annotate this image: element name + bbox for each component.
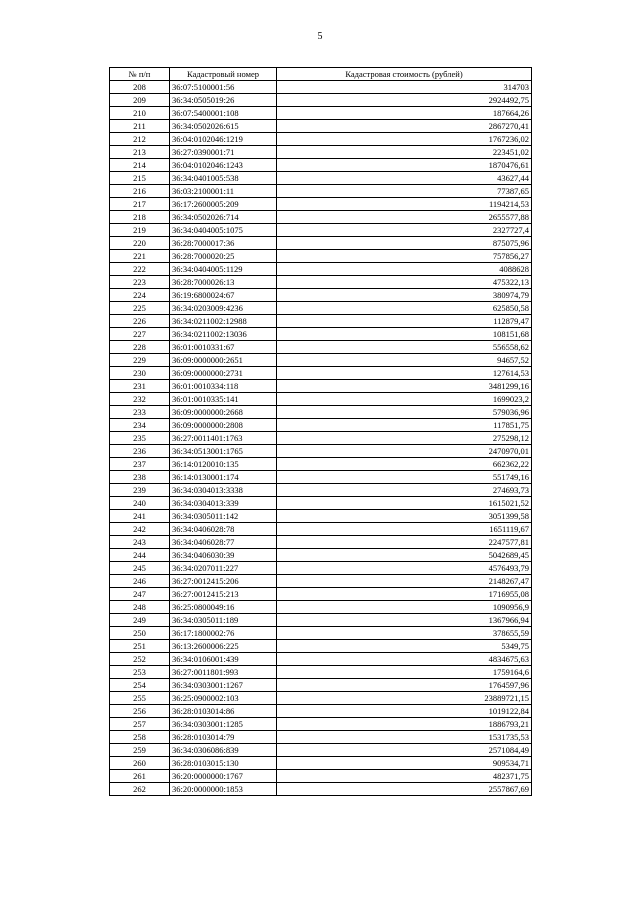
row-number-cell: 257 bbox=[110, 718, 170, 731]
row-number-cell: 231 bbox=[110, 380, 170, 393]
table-row bbox=[110, 393, 532, 406]
row-number-cell: 218 bbox=[110, 211, 170, 224]
table-row bbox=[110, 653, 532, 666]
cadastral-number-cell: 36:34:0207011:227 bbox=[170, 562, 277, 575]
cadastral-number-cell: 36:14:0130001:174 bbox=[170, 471, 277, 484]
header-cadastral-number: Кадастровый номер bbox=[170, 68, 277, 81]
cadastral-number-cell: 36:34:0305011:189 bbox=[170, 614, 277, 627]
table-row bbox=[110, 523, 532, 536]
row-number-cell: 235 bbox=[110, 432, 170, 445]
cadastral-number-cell: 36:34:0303001:1267 bbox=[170, 679, 277, 692]
cadastral-number-cell: 36:34:0404005:1129 bbox=[170, 263, 277, 276]
row-number-cell: 256 bbox=[110, 705, 170, 718]
table-row bbox=[110, 94, 532, 107]
cadastral-number-cell: 36:19:6800024:67 bbox=[170, 289, 277, 302]
row-number-cell: 210 bbox=[110, 107, 170, 120]
cadastral-number-cell: 36:09:0000000:2668 bbox=[170, 406, 277, 419]
cadastral-value-cell: 1367966,94 bbox=[277, 614, 532, 627]
cadastral-number-cell: 36:07:5100001:56 bbox=[170, 81, 277, 94]
cadastral-value-cell: 94657,52 bbox=[277, 354, 532, 367]
table-row bbox=[110, 614, 532, 627]
cadastral-value-cell: 475322,13 bbox=[277, 276, 532, 289]
cadastral-value-cell: 875075,96 bbox=[277, 237, 532, 250]
row-number-cell: 236 bbox=[110, 445, 170, 458]
cadastral-value-cell: 662362,22 bbox=[277, 458, 532, 471]
table-row bbox=[110, 107, 532, 120]
cadastral-number-cell: 36:28:0103014:79 bbox=[170, 731, 277, 744]
cadastral-value-cell: 2557867,69 bbox=[277, 783, 532, 796]
table-row bbox=[110, 289, 532, 302]
cadastral-number-cell: 36:01:0010331:67 bbox=[170, 341, 277, 354]
cadastral-number-cell: 36:28:7000017:36 bbox=[170, 237, 277, 250]
row-number-cell: 223 bbox=[110, 276, 170, 289]
table-row bbox=[110, 601, 532, 614]
row-number-cell: 233 bbox=[110, 406, 170, 419]
cadastral-number-cell: 36:07:5400001:108 bbox=[170, 107, 277, 120]
table-row bbox=[110, 211, 532, 224]
row-number-cell: 253 bbox=[110, 666, 170, 679]
cadastral-value-cell: 551749,16 bbox=[277, 471, 532, 484]
cadastral-value-cell: 2655577,88 bbox=[277, 211, 532, 224]
cadastral-value-cell: 3051399,58 bbox=[277, 510, 532, 523]
cadastral-number-cell: 36:27:0012415:213 bbox=[170, 588, 277, 601]
cadastral-value-cell: 1019122,84 bbox=[277, 705, 532, 718]
cadastral-value-cell: 4576493,79 bbox=[277, 562, 532, 575]
cadastral-number-cell: 36:04:0102046:1243 bbox=[170, 159, 277, 172]
row-number-cell: 250 bbox=[110, 627, 170, 640]
table-row bbox=[110, 159, 532, 172]
cadastral-value-cell: 1767236,02 bbox=[277, 133, 532, 146]
row-number-cell: 239 bbox=[110, 484, 170, 497]
row-number-cell: 208 bbox=[110, 81, 170, 94]
cadastral-value-cell: 4088628 bbox=[277, 263, 532, 276]
cadastral-value-cell: 112879,47 bbox=[277, 315, 532, 328]
cadastral-number-cell: 36:28:0103015:130 bbox=[170, 757, 277, 770]
header-row-number: № п/п bbox=[110, 68, 170, 81]
row-number-cell: 249 bbox=[110, 614, 170, 627]
cadastral-number-cell: 36:34:0406028:77 bbox=[170, 536, 277, 549]
row-number-cell: 227 bbox=[110, 328, 170, 341]
table-row bbox=[110, 705, 532, 718]
cadastral-number-cell: 36:34:0505019:26 bbox=[170, 94, 277, 107]
cadastral-value-cell: 314703 bbox=[277, 81, 532, 94]
cadastral-value-cell: 2867270,41 bbox=[277, 120, 532, 133]
table-row bbox=[110, 679, 532, 692]
cadastral-value-cell: 378655,59 bbox=[277, 627, 532, 640]
cadastral-value-cell: 1531735,53 bbox=[277, 731, 532, 744]
table-row bbox=[110, 731, 532, 744]
cadastral-value-cell: 2327727,4 bbox=[277, 224, 532, 237]
cadastral-value-cell: 1764597,96 bbox=[277, 679, 532, 692]
table-row bbox=[110, 81, 532, 94]
cadastral-value-cell: 187664,26 bbox=[277, 107, 532, 120]
table-row bbox=[110, 445, 532, 458]
cadastral-value-cell: 482371,75 bbox=[277, 770, 532, 783]
cadastral-number-cell: 36:34:0406028:78 bbox=[170, 523, 277, 536]
row-number-cell: 217 bbox=[110, 198, 170, 211]
cadastral-value-cell: 108151,68 bbox=[277, 328, 532, 341]
table-row bbox=[110, 341, 532, 354]
table-row bbox=[110, 133, 532, 146]
cadastral-number-cell: 36:17:1800002:76 bbox=[170, 627, 277, 640]
row-number-cell: 211 bbox=[110, 120, 170, 133]
cadastral-number-cell: 36:34:0211002:12988 bbox=[170, 315, 277, 328]
table-row bbox=[110, 536, 532, 549]
cadastral-number-cell: 36:27:0012415:206 bbox=[170, 575, 277, 588]
row-number-cell: 226 bbox=[110, 315, 170, 328]
row-number-cell: 259 bbox=[110, 744, 170, 757]
table-row bbox=[110, 666, 532, 679]
cadastral-number-cell: 36:28:7000026:13 bbox=[170, 276, 277, 289]
cadastral-value-cell: 77387,65 bbox=[277, 185, 532, 198]
row-number-cell: 212 bbox=[110, 133, 170, 146]
cadastral-number-cell: 36:09:0000000:2731 bbox=[170, 367, 277, 380]
cadastral-number-cell: 36:34:0401005:538 bbox=[170, 172, 277, 185]
cadastral-number-cell: 36:34:0304013:3338 bbox=[170, 484, 277, 497]
table-row bbox=[110, 458, 532, 471]
cadastral-number-cell: 36:01:0010334:118 bbox=[170, 380, 277, 393]
table-row bbox=[110, 250, 532, 263]
cadastral-value-cell: 1870476,61 bbox=[277, 159, 532, 172]
cadastral-number-cell: 36:25:0900002:103 bbox=[170, 692, 277, 705]
cadastral-value-cell: 43627,44 bbox=[277, 172, 532, 185]
row-number-cell: 225 bbox=[110, 302, 170, 315]
table-row bbox=[110, 120, 532, 133]
cadastral-value-cell: 3481299,16 bbox=[277, 380, 532, 393]
cadastral-value-cell: 2148267,47 bbox=[277, 575, 532, 588]
row-number-cell: 241 bbox=[110, 510, 170, 523]
cadastral-value-cell: 1651119,67 bbox=[277, 523, 532, 536]
row-number-cell: 213 bbox=[110, 146, 170, 159]
cadastral-value-cell: 579036,96 bbox=[277, 406, 532, 419]
cadastral-value-cell: 909534,71 bbox=[277, 757, 532, 770]
row-number-cell: 242 bbox=[110, 523, 170, 536]
table-body bbox=[110, 81, 532, 796]
cadastral-number-cell: 36:09:0000000:2808 bbox=[170, 419, 277, 432]
row-number-cell: 222 bbox=[110, 263, 170, 276]
cadastral-number-cell: 36:14:0120010:135 bbox=[170, 458, 277, 471]
table-row bbox=[110, 783, 532, 796]
cadastral-value-cell: 556558,62 bbox=[277, 341, 532, 354]
table-row bbox=[110, 198, 532, 211]
cadastral-number-cell: 36:27:0011401:1763 bbox=[170, 432, 277, 445]
row-number-cell: 251 bbox=[110, 640, 170, 653]
row-number-cell: 230 bbox=[110, 367, 170, 380]
cadastral-number-cell: 36:34:0513001:1765 bbox=[170, 445, 277, 458]
cadastral-value-cell: 274693,73 bbox=[277, 484, 532, 497]
cadastral-value-cell: 1699023,2 bbox=[277, 393, 532, 406]
table-row bbox=[110, 497, 532, 510]
table-header-row bbox=[110, 68, 532, 81]
table-row bbox=[110, 367, 532, 380]
cadastral-number-cell: 36:25:0800049:16 bbox=[170, 601, 277, 614]
cadastral-number-cell: 36:34:0106001:439 bbox=[170, 653, 277, 666]
page-number: 5 bbox=[317, 31, 323, 42]
cadastral-value-cell: 1615021,52 bbox=[277, 497, 532, 510]
cadastral-number-cell: 36:34:0306086:839 bbox=[170, 744, 277, 757]
table-row bbox=[110, 692, 532, 705]
cadastral-value-cell: 757856,27 bbox=[277, 250, 532, 263]
row-number-cell: 246 bbox=[110, 575, 170, 588]
row-number-cell: 247 bbox=[110, 588, 170, 601]
row-number-cell: 219 bbox=[110, 224, 170, 237]
table-row bbox=[110, 627, 532, 640]
table-row bbox=[110, 328, 532, 341]
cadastral-value-cell: 223451,02 bbox=[277, 146, 532, 159]
table-row bbox=[110, 276, 532, 289]
cadastral-value-cell: 2470970,01 bbox=[277, 445, 532, 458]
row-number-cell: 237 bbox=[110, 458, 170, 471]
row-number-cell: 228 bbox=[110, 341, 170, 354]
table-row bbox=[110, 302, 532, 315]
cadastral-number-cell: 36:34:0502026:615 bbox=[170, 120, 277, 133]
row-number-cell: 261 bbox=[110, 770, 170, 783]
cadastral-number-cell: 36:34:0502026:714 bbox=[170, 211, 277, 224]
cadastral-value-cell: 1716955,08 bbox=[277, 588, 532, 601]
row-number-cell: 244 bbox=[110, 549, 170, 562]
row-number-cell: 215 bbox=[110, 172, 170, 185]
cadastral-number-cell: 36:34:0406030:39 bbox=[170, 549, 277, 562]
cadastral-number-cell: 36:34:0303001:1285 bbox=[170, 718, 277, 731]
cadastral-value-cell: 127614,53 bbox=[277, 367, 532, 380]
row-number-cell: 220 bbox=[110, 237, 170, 250]
table-row bbox=[110, 419, 532, 432]
row-number-cell: 214 bbox=[110, 159, 170, 172]
row-number-cell: 254 bbox=[110, 679, 170, 692]
table-row bbox=[110, 510, 532, 523]
row-number-cell: 240 bbox=[110, 497, 170, 510]
cadastral-number-cell: 36:34:0304013:339 bbox=[170, 497, 277, 510]
cadastral-number-cell: 36:09:0000000:2651 bbox=[170, 354, 277, 367]
cadastral-value-cell: 2924492,75 bbox=[277, 94, 532, 107]
cadastral-number-cell: 36:20:0000000:1767 bbox=[170, 770, 277, 783]
table-row bbox=[110, 224, 532, 237]
row-number-cell: 248 bbox=[110, 601, 170, 614]
header-cadastral-value: Кадастровая стоимость (рублей) bbox=[277, 68, 532, 81]
table-row bbox=[110, 315, 532, 328]
cadastral-value-cell: 4834675,63 bbox=[277, 653, 532, 666]
row-number-cell: 255 bbox=[110, 692, 170, 705]
cadastral-number-cell: 36:34:0404005:1075 bbox=[170, 224, 277, 237]
cadastral-number-cell: 36:34:0203009:4236 bbox=[170, 302, 277, 315]
table-row bbox=[110, 744, 532, 757]
cadastral-value-cell: 1090956,9 bbox=[277, 601, 532, 614]
cadastral-number-cell: 36:27:0390001:71 bbox=[170, 146, 277, 159]
row-number-cell: 245 bbox=[110, 562, 170, 575]
cadastral-value-cell: 1886793,21 bbox=[277, 718, 532, 731]
table-row bbox=[110, 185, 532, 198]
table-row bbox=[110, 562, 532, 575]
cadastral-number-cell: 36:27:0011801:993 bbox=[170, 666, 277, 679]
cadastral-value-cell: 1759164,6 bbox=[277, 666, 532, 679]
table-row bbox=[110, 432, 532, 445]
row-number-cell: 262 bbox=[110, 783, 170, 796]
row-number-cell: 238 bbox=[110, 471, 170, 484]
cadastral-value-cell: 1194214,53 bbox=[277, 198, 532, 211]
table-row bbox=[110, 237, 532, 250]
row-number-cell: 252 bbox=[110, 653, 170, 666]
row-number-cell: 229 bbox=[110, 354, 170, 367]
table-row bbox=[110, 588, 532, 601]
table-row bbox=[110, 354, 532, 367]
cadastral-value-cell: 625850,58 bbox=[277, 302, 532, 315]
table-row bbox=[110, 757, 532, 770]
cadastral-number-cell: 36:20:0000000:1853 bbox=[170, 783, 277, 796]
cadastral-value-cell: 2571084,49 bbox=[277, 744, 532, 757]
row-number-cell: 232 bbox=[110, 393, 170, 406]
table-row bbox=[110, 380, 532, 393]
cadastral-value-cell: 117851,75 bbox=[277, 419, 532, 432]
cadastral-number-cell: 36:01:0010335:141 bbox=[170, 393, 277, 406]
cadastral-value-table bbox=[109, 67, 532, 796]
row-number-cell: 243 bbox=[110, 536, 170, 549]
cadastral-number-cell: 36:03:2100001:11 bbox=[170, 185, 277, 198]
row-number-cell: 216 bbox=[110, 185, 170, 198]
table-row bbox=[110, 718, 532, 731]
cadastral-number-cell: 36:17:2600005:209 bbox=[170, 198, 277, 211]
cadastral-value-cell: 2247577,81 bbox=[277, 536, 532, 549]
row-number-cell: 224 bbox=[110, 289, 170, 302]
table-row bbox=[110, 146, 532, 159]
cadastral-value-cell: 5042689,45 bbox=[277, 549, 532, 562]
row-number-cell: 258 bbox=[110, 731, 170, 744]
table-row bbox=[110, 263, 532, 276]
row-number-cell: 221 bbox=[110, 250, 170, 263]
table-row bbox=[110, 640, 532, 653]
table-row bbox=[110, 172, 532, 185]
cadastral-number-cell: 36:34:0305011:142 bbox=[170, 510, 277, 523]
table-row bbox=[110, 575, 532, 588]
cadastral-number-cell: 36:34:0211002:13036 bbox=[170, 328, 277, 341]
cadastral-number-cell: 36:13:2600006:225 bbox=[170, 640, 277, 653]
cadastral-value-cell: 380974,79 bbox=[277, 289, 532, 302]
row-number-cell: 260 bbox=[110, 757, 170, 770]
cadastral-number-cell: 36:28:7000020:25 bbox=[170, 250, 277, 263]
table-row bbox=[110, 406, 532, 419]
table-row bbox=[110, 549, 532, 562]
table-row bbox=[110, 471, 532, 484]
table-row bbox=[110, 770, 532, 783]
row-number-cell: 209 bbox=[110, 94, 170, 107]
cadastral-number-cell: 36:04:0102046:1219 bbox=[170, 133, 277, 146]
row-number-cell: 234 bbox=[110, 419, 170, 432]
cadastral-value-cell: 275298,12 bbox=[277, 432, 532, 445]
cadastral-value-cell: 23889721,15 bbox=[277, 692, 532, 705]
table-row bbox=[110, 484, 532, 497]
cadastral-number-cell: 36:28:0103014:86 bbox=[170, 705, 277, 718]
cadastral-value-cell: 5349,75 bbox=[277, 640, 532, 653]
